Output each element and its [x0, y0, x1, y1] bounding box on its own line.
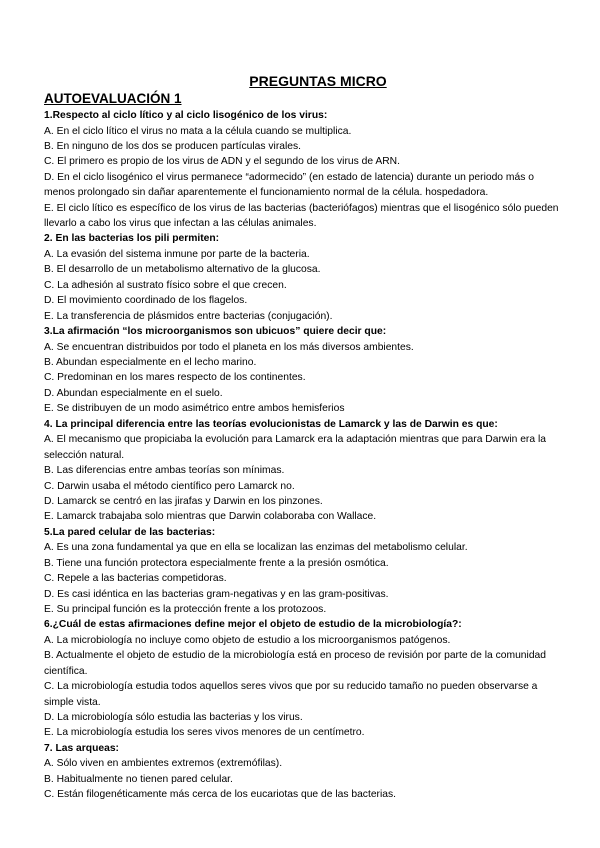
option-e: E. La transferencia de plásmidos entre bacterias (conjugación). [44, 310, 333, 322]
option-c: C. Predominan en los mares respecto de los continentes. [44, 372, 306, 384]
option-e: E. Su principal función es la protección frente a los protozoos. [44, 603, 327, 615]
option-list [44, 540, 564, 617]
option-list [44, 247, 564, 324]
option-b: B. Habitualmente no tienen pared celular. [44, 773, 233, 785]
question-title: 6.¿Cuál de estas afirmaciones define mejor el objeto de estudio de la microbiología?: [44, 619, 462, 631]
question-3 [44, 324, 564, 417]
option-b: B. Las diferencias entre ambas teorías son mínimas. [44, 465, 285, 477]
option-e: E. La microbiología estudia los seres vivos menores de un centímetro. [44, 727, 365, 739]
option-list [44, 756, 564, 802]
option-d: D. El movimiento coordinado de los flagelos. [44, 295, 248, 307]
question-2 [44, 231, 564, 324]
option-b: B. Actualmente el objeto de estudio de la microbiología está en proceso de revisión por parte de la comunidad científica. [44, 650, 546, 677]
option-list [44, 633, 564, 741]
option-list [44, 340, 564, 417]
question-title: 5.La pared celular de las bacterias: [44, 526, 216, 538]
section-subtitle: AUTOEVALUACIÓN 1 [44, 91, 182, 106]
question-7 [44, 741, 564, 803]
option-e: E. Se distribuyen de un modo asimétrico entre ambos hemisferios [44, 403, 345, 415]
option-c: C. Repele a las bacterias competidoras. [44, 573, 227, 585]
option-b: B. En ninguno de los dos se producen partículas virales. [44, 141, 302, 152]
question-title: 7. Las arqueas: [44, 742, 119, 754]
option-d: D. Es casi idéntica en las bacterias gram-negativas y en las gram-positivas. [44, 588, 389, 600]
option-a: A. La evasión del sistema inmune por parte de la bacteria. [44, 249, 310, 261]
question-5 [44, 525, 564, 618]
question-title: 4. La principal diferencia entre las teorías evolucionistas de Lamarck y las de Darwin es que: [44, 418, 498, 430]
question-title: 1.Respecto al ciclo lítico y al ciclo lisogénico de los virus: [44, 110, 328, 121]
option-a: A. Sólo viven en ambientes extremos (extremófilas). [44, 758, 283, 770]
option-d: D. Lamarck se centró en las jirafas y Darwin en los pinzones. [44, 495, 323, 507]
option-c: C. La microbiología estudia todos aquellos seres vivos que por su reducido tamaño no pueden observarse a simple vista. [44, 681, 538, 708]
option-c: C. Darwin usaba el método científico pero Lamarck no. [44, 480, 295, 492]
question-4 [44, 417, 564, 525]
option-list [44, 124, 564, 232]
option-a: A. En el ciclo lítico el virus no mata a la célula cuando se multiplica. [44, 125, 352, 137]
option-d: D. La microbiología sólo estudia las bacterias y los virus. [44, 711, 303, 723]
option-c: C. El primero es propio de los virus de ADN y el segundo de los virus de ARN. [44, 156, 400, 168]
page-title: PREGUNTAS MICRO [249, 73, 387, 89]
question-1 [44, 108, 564, 231]
option-b: B. El desarrollo de un metabolismo alternativo de la glucosa. [44, 264, 321, 276]
question-title: 2. En las bacterias los pili permiten: [44, 233, 220, 245]
document-page [44, 72, 564, 803]
option-a: A. El mecanismo que propiciaba la evolución para Lamarck era la adaptación mientras que para Darwin era la selección natural. [44, 434, 546, 461]
question-6 [44, 617, 564, 740]
option-list [44, 432, 564, 524]
option-c: C. Están filogenéticamente más cerca de los eucariotas que de las bacterias. [44, 789, 396, 801]
option-a: A. Se encuentran distribuidos por todo el planeta en los más diversos ambientes. [44, 341, 414, 353]
option-d: D. En el ciclo lisogénico el virus permanece “adormecido” (en estado de latencia) durante un periodo más o menos prolongado sin dañar aparentemente el funcionamiento normal de la célula. hospedadora. [44, 171, 534, 199]
option-c: C. La adhesión al sustrato físico sobre el que crecen. [44, 279, 287, 291]
option-d: D. Abundan especialmente en el suelo. [44, 387, 223, 399]
option-e: E. Lamarck trabajaba solo mientras que Darwin colaboraba con Wallace. [44, 511, 377, 523]
option-a: A. La microbiología no incluye como objeto de estudio a los microorganismos patógenos. [44, 634, 451, 646]
option-b: B. Tiene una función protectora especialmente frente a la presión osmótica. [44, 557, 389, 569]
option-a: A. Es una zona fundamental ya que en ella se localizan las enzimas del metabolismo celular. [44, 542, 468, 554]
option-e: E. El ciclo lítico es específico de los virus de las bacterias (bacteriófagos) mientras que el lisogénico sólo pueden llevarlo a cabo los virus que infectan a las células animales. [44, 202, 559, 230]
question-title: 3.La afirmación “los microorganismos son ubicuos” quiere decir que: [44, 326, 387, 338]
option-b: B. Abundan especialmente en el lecho marino. [44, 357, 257, 369]
